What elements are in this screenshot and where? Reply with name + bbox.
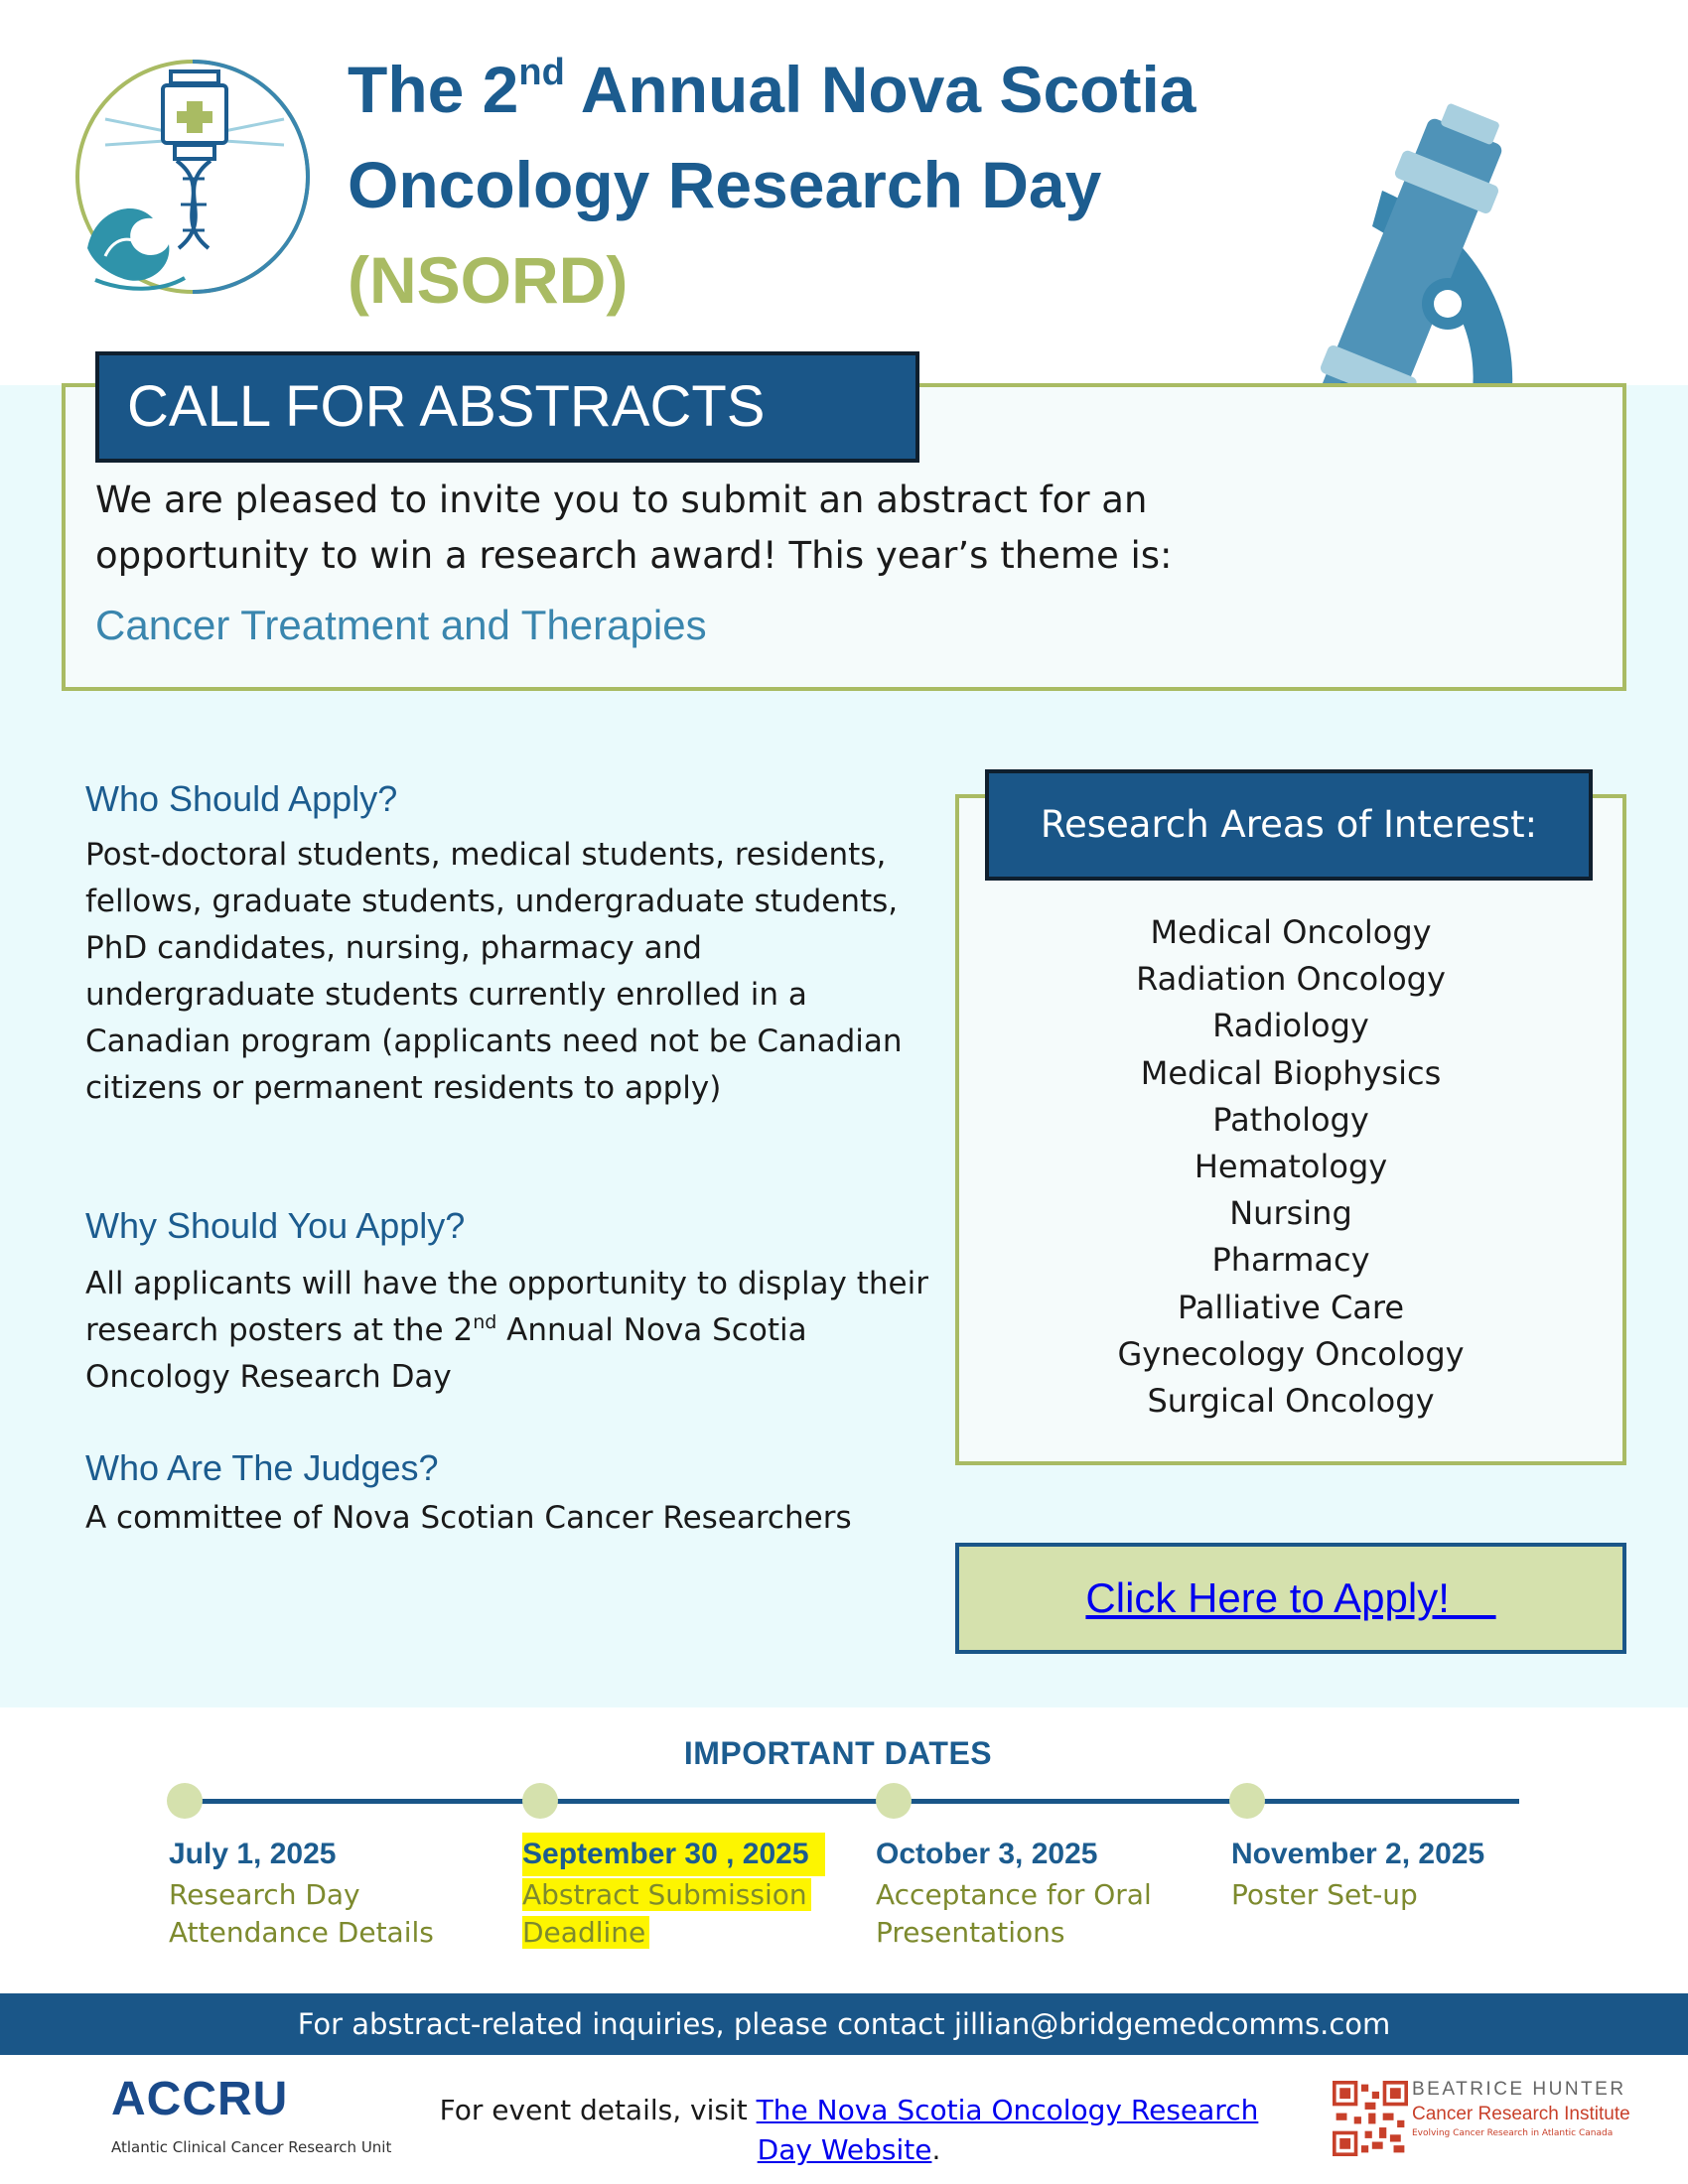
accru-wordmark: ACCRU [111, 2073, 289, 2125]
research-area-item: Pharmacy [1211, 1241, 1370, 1280]
title-line-2: Oncology Research Day [348, 148, 1102, 221]
timeline-dot [522, 1783, 558, 1819]
date-description: Research Day Attendance Details [169, 1878, 434, 1949]
who-should-apply-body: Post-doctoral students, medical students, residents, fellows, graduate students, undergraduate students, PhD candidates, nursing, pharmacy and undergraduate students currently enrolled in a Canadian program (applicants need not be Canadian citizens or permanent residents to apply) [85, 837, 903, 1106]
accru-logo [111, 2073, 391, 2156]
research-area-item: Medical Oncology [1150, 913, 1432, 951]
title-acronym: (NSORD) [348, 243, 629, 317]
event-website-link[interactable]: The Nova Scotia Oncology Research Day Website [756, 2094, 1259, 2166]
bhcri-institute: Cancer Research Institute [1412, 2104, 1630, 2124]
research-area-item: Nursing [1229, 1194, 1352, 1233]
research-area-item: Surgical Oncology [1147, 1382, 1435, 1421]
date-item-oral-acceptance [876, 1833, 1156, 1952]
timeline-dot [876, 1783, 912, 1819]
date-label: September 30 , 2025 [522, 1833, 825, 1876]
research-theme: Cancer Treatment and Therapies [95, 602, 707, 648]
qr-code-icon [1333, 2081, 1408, 2156]
bhcri-tagline: Evolving Cancer Research in Atlantic Canada [1412, 2128, 1614, 2138]
date-description: Poster Set-up [1231, 1878, 1418, 1911]
why-should-you-apply-body: All applicants will have the opportunity to display their research posters at the 2nd Annual Nova Scotia Oncology Research Day [85, 1266, 928, 1395]
research-area-item: Radiology [1212, 1007, 1369, 1045]
apply-button-label: Click Here to Apply! [1085, 1574, 1496, 1621]
event-title [348, 42, 1241, 328]
research-areas-list [959, 909, 1622, 1425]
date-label: November 2, 2025 [1231, 1838, 1485, 1870]
who-should-apply-heading: Who Should Apply? [85, 778, 398, 819]
nsord-logo [66, 50, 320, 304]
research-area-item: Medical Biophysics [1140, 1053, 1442, 1092]
call-for-abstracts-banner: CALL FOR ABSTRACTS [95, 351, 919, 463]
date-item-research-day [169, 1833, 438, 1952]
research-area-item: Gynecology Oncology [1117, 1334, 1465, 1373]
date-item-abstract-deadline [522, 1833, 825, 1952]
bhcri-text [1412, 2077, 1670, 2138]
who-are-the-judges-body: A committee of Nova Scotian Cancer Researchers [85, 1500, 852, 1536]
contact-bar: For abstract-related inquiries, please contact jillian@bridgemedcomms.com [0, 1993, 1688, 2055]
bhcri-name: BEATRICE HUNTER [1412, 2079, 1626, 2100]
important-dates-heading: IMPORTANT DATES [683, 1735, 993, 1771]
date-item-poster-setup [1231, 1833, 1484, 1952]
apply-button[interactable] [955, 1543, 1626, 1654]
research-areas-heading: Research Areas of Interest: [985, 769, 1593, 881]
timeline-line [183, 1799, 1519, 1804]
date-label: October 3, 2025 [876, 1838, 1098, 1870]
accru-subtitle: Atlantic Clinical Cancer Research Unit [111, 2138, 392, 2156]
why-should-you-apply-heading: Why Should You Apply? [85, 1205, 466, 1246]
date-label: July 1, 2025 [169, 1838, 337, 1870]
research-area-item: Palliative Care [1177, 1288, 1405, 1326]
research-area-item: Radiation Oncology [1136, 960, 1446, 999]
who-are-the-judges-heading: Who Are The Judges? [85, 1447, 439, 1488]
research-area-item: Hematology [1194, 1148, 1388, 1186]
timeline-dot [167, 1783, 203, 1819]
date-description: Acceptance for Oral Presentations [876, 1878, 1152, 1949]
call-for-abstracts-intro: We are pleased to invite you to submit an abstract for an opportunity to win a research award! This year’s theme is: [95, 478, 1173, 577]
timeline-dot [1229, 1783, 1265, 1819]
title-line-1: The 2nd Annual Nova Scotia [348, 52, 1196, 126]
research-area-item: Pathology [1212, 1100, 1369, 1139]
event-details: For event details, visit The Nova Scotia Oncology Research Day Website. [439, 2094, 1259, 2166]
date-description: Abstract Submission Deadline [522, 1876, 825, 1952]
